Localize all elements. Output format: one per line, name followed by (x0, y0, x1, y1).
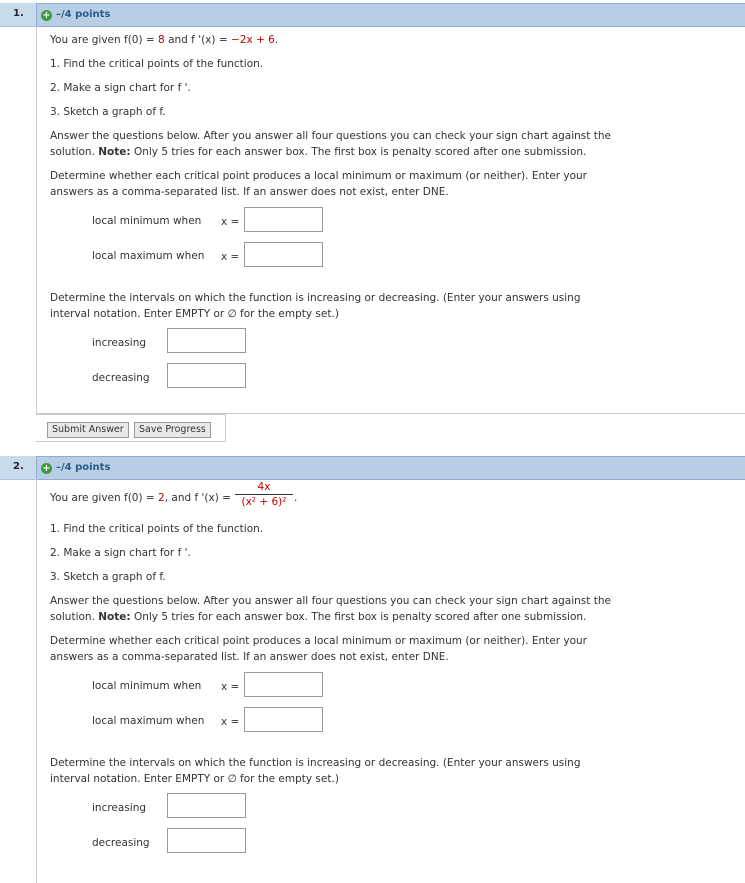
increasing-label: increasing (92, 337, 147, 349)
local-min-label: local minimum when (92, 680, 202, 692)
question-2 (0, 456, 745, 883)
fprime-expression: −2x + 6 (230, 34, 275, 46)
button-bar (36, 414, 226, 442)
given-statement: You are given f(0) = 8 and f '(x) = −2x + 6. (50, 34, 279, 46)
step-1: 1. Find the critical points of the function. (50, 58, 264, 70)
x-equals-label: x = (221, 216, 240, 228)
decreasing-input[interactable] (167, 828, 246, 853)
local-max-label: local maximum when (92, 715, 205, 727)
save-progress-button[interactable]: Save Progress (134, 422, 211, 438)
statement-period: . (294, 492, 298, 504)
note-label: Note: (98, 611, 131, 623)
x-equals-label: x = (221, 251, 240, 263)
question-header (36, 456, 745, 480)
determine-intervals-instructions: Determine the intervals on which the function is increasing or decreasing. (Enter your answers using interval notation. Enter EMPTY or ∅ for the empty set.) (50, 757, 581, 785)
local-max-input[interactable] (244, 707, 323, 732)
determine-extrema-instructions: Determine whether each critical point produces a local minimum or maximum (or neither). Enter your answers as a comma-separated list. If an answer does not exist, enter DNE. (50, 635, 587, 663)
fraction-denominator: (x² + 6)² (241, 496, 287, 508)
determine-extrema-instructions: Determine whether each critical point produces a local minimum or maximum (or neither). Enter your answers as a comma-separated list. If an answer does not exist, enter DNE. (50, 170, 587, 198)
question-1 (0, 3, 745, 433)
f0-value: 2 (158, 492, 165, 504)
determine-intervals-instructions: Determine the intervals on which the function is increasing or decreasing. (Enter your answers using interval notation. Enter EMPTY or ∅ for the empty set.) (50, 292, 581, 320)
points-label: –/4 points (56, 462, 111, 473)
local-min-input[interactable] (244, 207, 323, 232)
answer-instructions: Answer the questions below. After you answer all four questions you can check your sign chart against the solution. Note: Only 5 tries for each answer box. The first box is penalty scored after one submission. (50, 595, 611, 623)
local-max-input[interactable] (244, 242, 323, 267)
decreasing-input[interactable] (167, 363, 246, 388)
increasing-input[interactable] (167, 793, 246, 818)
expand-plus-icon[interactable]: + (42, 463, 51, 474)
question-number: 2. (0, 456, 36, 480)
fprime-fraction (235, 481, 293, 509)
f0-value: 8 (158, 34, 165, 46)
step-3: 3. Sketch a graph of f. (50, 106, 166, 118)
step-3: 3. Sketch a graph of f. (50, 571, 166, 583)
answer-instructions: Answer the questions below. After you answer all four questions you can check your sign chart against the solution. Note: Only 5 tries for each answer box. The first box is penalty scored after one submission. (50, 130, 611, 158)
step-2: 2. Make a sign chart for f '. (50, 547, 191, 559)
question-body (36, 479, 745, 883)
step-2: 2. Make a sign chart for f '. (50, 82, 191, 94)
x-equals-label: x = (221, 716, 240, 728)
step-1: 1. Find the critical points of the function. (50, 523, 264, 535)
increasing-label: increasing (92, 802, 147, 814)
given-statement: You are given f(0) = 2, and f '(x) = (50, 492, 231, 504)
expand-plus-icon[interactable]: + (42, 10, 51, 21)
decreasing-label: decreasing (92, 372, 150, 384)
local-min-input[interactable] (244, 672, 323, 697)
x-equals-label: x = (221, 681, 240, 693)
local-max-label: local maximum when (92, 250, 205, 262)
submit-answer-button[interactable]: Submit Answer (47, 422, 129, 438)
question-header (36, 3, 745, 27)
decreasing-label: decreasing (92, 837, 150, 849)
local-min-label: local minimum when (92, 215, 202, 227)
fraction-numerator: 4x (235, 481, 293, 495)
increasing-input[interactable] (167, 328, 246, 353)
note-label: Note: (98, 146, 131, 158)
question-body (36, 26, 745, 433)
question-number: 1. (0, 3, 36, 27)
points-label: –/4 points (56, 9, 111, 20)
